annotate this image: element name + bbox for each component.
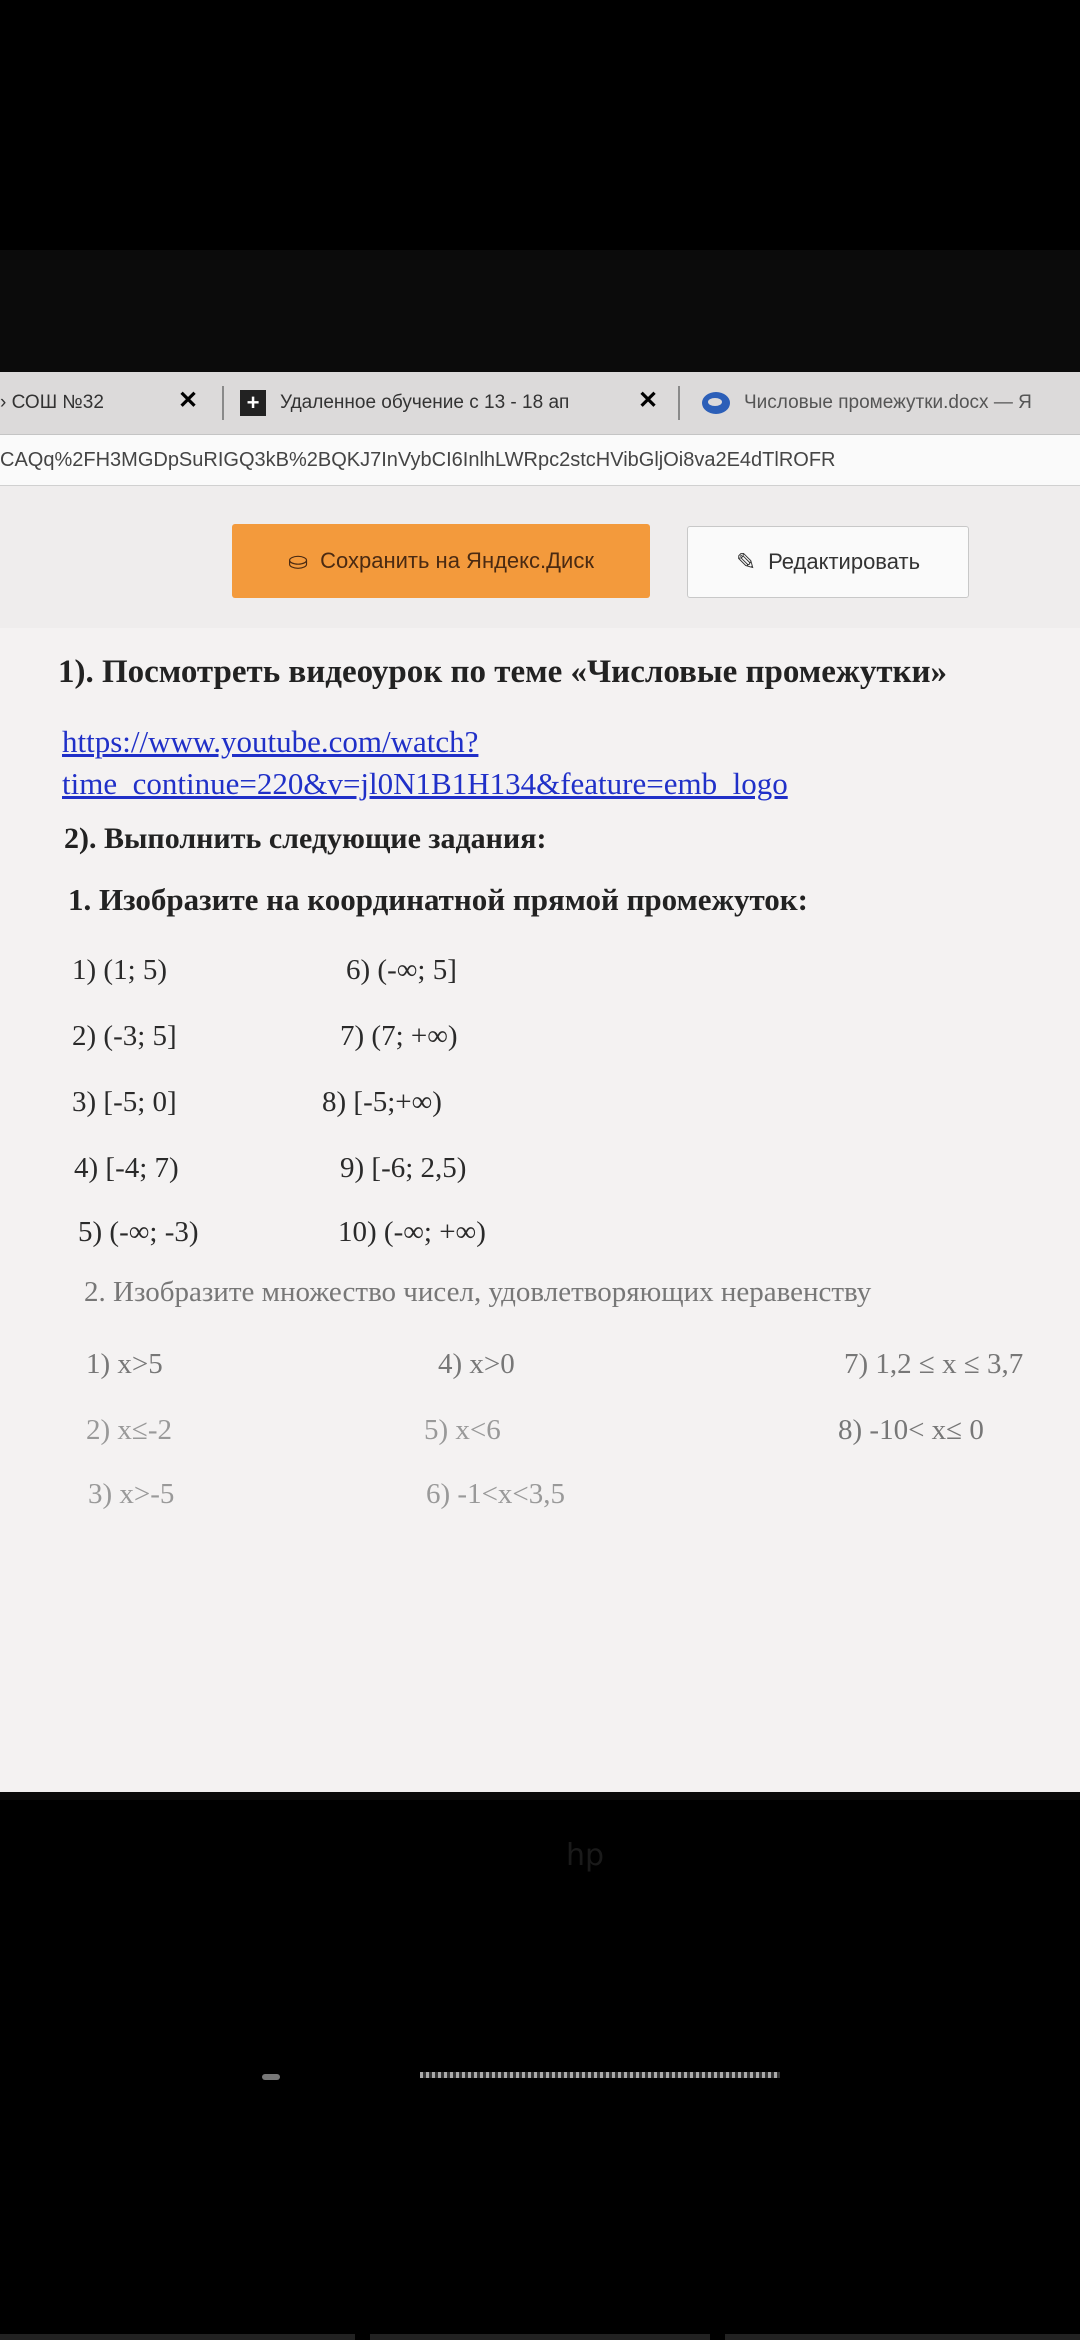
video-link-line2[interactable]: time_continue=220&v=jl0N1B1H134&feature=emb_logo — [62, 766, 788, 801]
monitor-led — [262, 2074, 280, 2080]
browser-screen — [0, 372, 1080, 1792]
video-link-line1[interactable]: https://www.youtube.com/watch? — [62, 724, 479, 759]
task2-title: 2. Изобразите множество чисел, удовлетворяющих неравенству — [84, 1276, 872, 1308]
url-text: CAQq%2FH3MGDpSuRIGQ3kB%2BQKJ7InVybCI6InlhLWRpc2stcHVibGljOi8va2E4dTlROFR — [0, 449, 836, 471]
task1-item: 1) (1; 5) — [72, 954, 168, 986]
nav-segment — [0, 2334, 355, 2340]
yandex-disk-favicon-icon — [702, 392, 730, 414]
task1-title: 1. Изобразите на координатной прямой промежуток: — [68, 882, 808, 917]
tab-divider — [678, 386, 680, 420]
disk-icon: ⛀ — [288, 547, 309, 575]
save-to-yandex-disk-button[interactable] — [232, 524, 650, 598]
document-body — [0, 628, 1080, 1792]
step2-heading: 2). Выполнить следующие задания: — [64, 822, 547, 855]
task1-item: 4) [-4; 7) — [74, 1152, 179, 1184]
address-bar[interactable] — [0, 435, 1080, 486]
task1-item: 3) [-5; 0] — [72, 1086, 177, 1118]
plus-favicon-icon: + — [240, 390, 266, 416]
tab-number-intervals[interactable] — [702, 380, 1032, 426]
save-button-label: Сохранить на Яндекс.Диск — [320, 548, 594, 573]
task2-item: 2) x≤-2 — [86, 1414, 172, 1446]
task1-item: 8) [-5;+∞) — [322, 1086, 442, 1118]
nav-segment — [725, 2334, 1080, 2340]
task2-item: 8) -10< x≤ 0 — [838, 1414, 984, 1446]
hp-logo: hp — [566, 1838, 605, 1873]
step1-heading: 1). Посмотреть видеоурок по теме «Числовые промежутки» — [58, 654, 948, 690]
task2-item: 3) x>-5 — [88, 1478, 175, 1510]
close-icon[interactable]: ✕ — [178, 387, 199, 414]
tab-label: Удаленное обучение с 13 - 18 ап — [280, 392, 570, 413]
task1-item: 6) (-∞; 5] — [346, 954, 457, 986]
tab-bar — [0, 372, 1080, 435]
monitor-vent — [420, 2072, 780, 2078]
tab-label: Числовые промежутки.docx — Я — [744, 392, 1032, 413]
task1-item: 7) (7; +∞) — [340, 1020, 458, 1052]
task1-item: 10) (-∞; +∞) — [338, 1216, 486, 1248]
task2-item: 6) -1<x<3,5 — [426, 1478, 566, 1510]
document-toolbar — [0, 486, 1080, 628]
task1-item: 2) (-3; 5] — [72, 1020, 177, 1052]
tab-label: › СОШ №32 — [0, 392, 104, 413]
nav-segment — [370, 2334, 710, 2340]
tab-divider — [222, 386, 224, 420]
edit-button[interactable] — [687, 526, 969, 598]
task2-item: 7) 1,2 ≤ x ≤ 3,7 — [844, 1348, 1024, 1380]
task2-item: 1) x>5 — [86, 1348, 163, 1380]
tab-remote-learning[interactable] — [240, 380, 569, 426]
task2-item: 4) x>0 — [438, 1348, 515, 1380]
pencil-icon: ✎ — [735, 548, 757, 576]
tab-school[interactable] — [0, 380, 104, 426]
task2-item: 5) x<6 — [424, 1414, 501, 1446]
task1-item: 9) [-6; 2,5) — [340, 1152, 467, 1184]
task1-item: 5) (-∞; -3) — [78, 1216, 199, 1248]
edit-button-label: Редактировать — [768, 549, 921, 574]
close-icon[interactable]: ✕ — [638, 387, 659, 414]
